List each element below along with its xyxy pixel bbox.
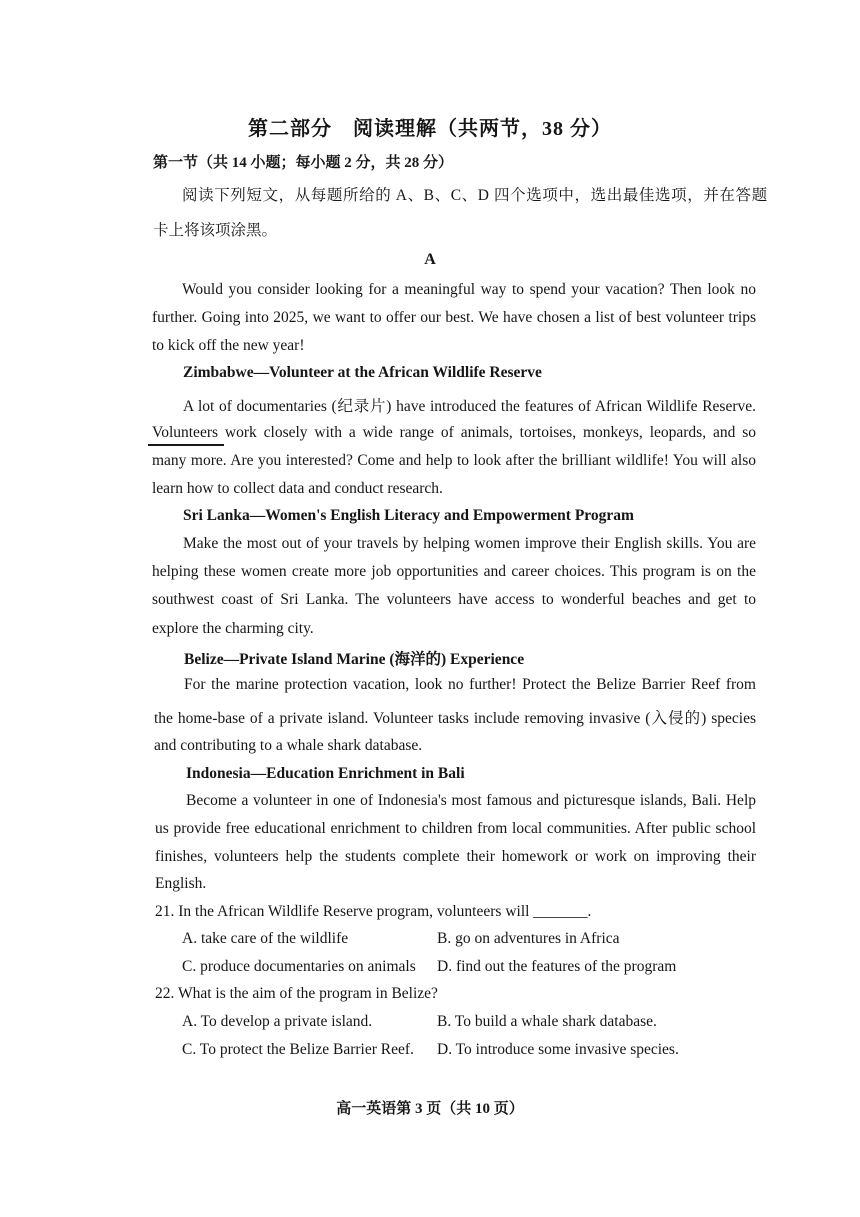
- question-22-option-b: B. To build a whale shark database.: [437, 1013, 657, 1030]
- section-title: 第一节（共 14 小题；每小题 2 分，共 28 分）: [153, 155, 454, 171]
- program-heading-indonesia: Indonesia—Education Enrichment in Bali: [186, 765, 465, 782]
- program-line: Make the most out of your travels by helping women improve their English skills. You are: [183, 535, 756, 552]
- program-line: Become a volunteer in one of Indonesia's most famous and picturesque islands, Bali. Help: [186, 792, 756, 809]
- program-line: A lot of documentaries (纪录片) have introduced the features of African Wildlife Reserve.: [183, 398, 756, 415]
- instructions-line-1: 阅读下列短文，从每题所给的 A、B、C、D 四个选项中，选出最佳选项，并在答题: [182, 187, 768, 204]
- program-heading-zimbabwe: Zimbabwe—Volunteer at the African Wildlife Reserve: [183, 364, 542, 381]
- question-21-option-d: D. find out the features of the program: [437, 958, 677, 975]
- question-22-option-c: C. To protect the Belize Barrier Reef.: [182, 1041, 414, 1058]
- program-line: many more. Are you interested? Come and help to look after the brilliant wildlife! You will also: [152, 452, 756, 469]
- page-footer: 高一英语第 3 页（共 10 页）: [336, 1101, 524, 1117]
- program-line: southwest coast of Sri Lanka. The volunteers have access to wonderful beaches and get to: [152, 591, 756, 608]
- question-21-option-c: C. produce documentaries on animals: [182, 958, 416, 975]
- program-heading-sri-lanka: Sri Lanka—Women's English Literacy and Empowerment Program: [183, 507, 634, 524]
- program-line: us provide free educational enrichment to children from local communities. After public school: [155, 820, 756, 837]
- program-line: explore the charming city.: [152, 620, 314, 637]
- intro-line: Would you consider looking for a meaningful way to spend your vacation? Then look no: [182, 281, 756, 298]
- question-22-stem: 22. What is the aim of the program in Belize?: [155, 985, 438, 1002]
- question-21-option-a: A. take care of the wildlife: [182, 930, 349, 947]
- instructions-line-2: 卡上将该项涂黑。: [153, 222, 278, 239]
- program-line: Volunteers work closely with a wide range of animals, tortoises, monkeys, leopards, and so: [152, 424, 756, 441]
- underline-mark: [148, 444, 224, 446]
- program-line: and contributing to a whale shark database.: [154, 737, 423, 754]
- intro-line: further. Going into 2025, we want to offer our best. We have chosen a list of best volunteer trips: [152, 309, 756, 326]
- question-21-stem: 21. In the African Wildlife Reserve program, volunteers will _______.: [155, 903, 592, 920]
- question-22-option-d: D. To introduce some invasive species.: [437, 1041, 679, 1058]
- program-line: finishes, volunteers help the students complete their homework or work on improving their: [155, 848, 756, 865]
- program-line: the home-base of a private island. Volunteer tasks include removing invasive (入侵的) species: [154, 710, 756, 727]
- passage-label: A: [424, 251, 436, 268]
- intro-line: to kick off the new year!: [152, 337, 305, 354]
- question-21-option-b: B. go on adventures in Africa: [437, 930, 620, 947]
- program-line: helping these women create more job opportunities and career choices. This program is on the: [152, 563, 756, 580]
- program-heading-belize: Belize—Private Island Marine (海洋的) Experience: [184, 651, 525, 668]
- part-title: 第二部分 阅读理解（共两节，38 分）: [248, 118, 612, 140]
- program-line: English.: [155, 875, 207, 892]
- question-22-option-a: A. To develop a private island.: [182, 1013, 373, 1030]
- program-line: For the marine protection vacation, look no further! Protect the Belize Barrier Reef from: [184, 676, 756, 693]
- program-line: learn how to collect data and conduct research.: [152, 480, 443, 497]
